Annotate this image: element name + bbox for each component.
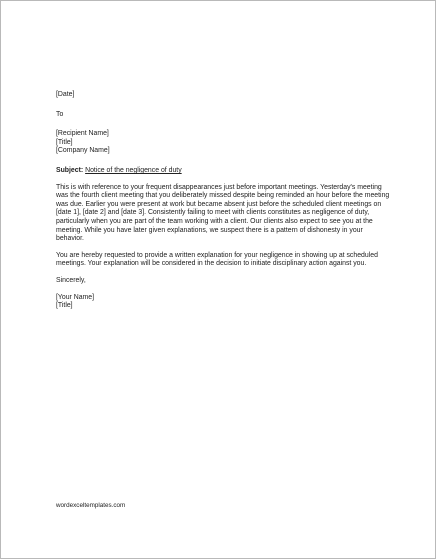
sender-name: [Your Name] (56, 293, 95, 301)
letter-body (56, 91, 391, 311)
recipient-name: [Recipient Name] (56, 130, 109, 138)
body-paragraph-1: This is with reference to your frequent disappearances just before important meetings. Yesterday's meeting was the fourth client meeting that you deliberately missed despite being reminded an hour before the meeting was due. Earlier you were present at work but became absent just before the scheduled client meetings on [date 1], [date 2] and [date 3]. Consistently failing to meet with clients constitutes as negligence of duty, particularly when you are part of the team working with a client. Our clients also expect to see you at the meeting. While you have later given explanations, we suspect there is a pattern of dishonesty in your behavior. (56, 183, 390, 243)
date-placeholder: [Date] (56, 91, 75, 98)
subject-line (56, 167, 391, 176)
recipient-title: [Title] (56, 138, 73, 146)
subject-text: Notice of the negligence of duty (85, 166, 182, 174)
company-name: [Company Name] (56, 147, 110, 155)
subject-label: Subject: (56, 166, 84, 174)
footer-website: wordexceltemplates.com (56, 502, 126, 509)
sender-title: [Title] (56, 302, 73, 310)
body-paragraph-2: You are hereby requested to provide a written explanation for your negligence in showing up at scheduled meetings. Your explanation will be considered in the decision to initiate disciplinary action against you. (56, 251, 378, 268)
to-label: To (56, 110, 64, 118)
closing: Sincerely, (56, 276, 86, 284)
